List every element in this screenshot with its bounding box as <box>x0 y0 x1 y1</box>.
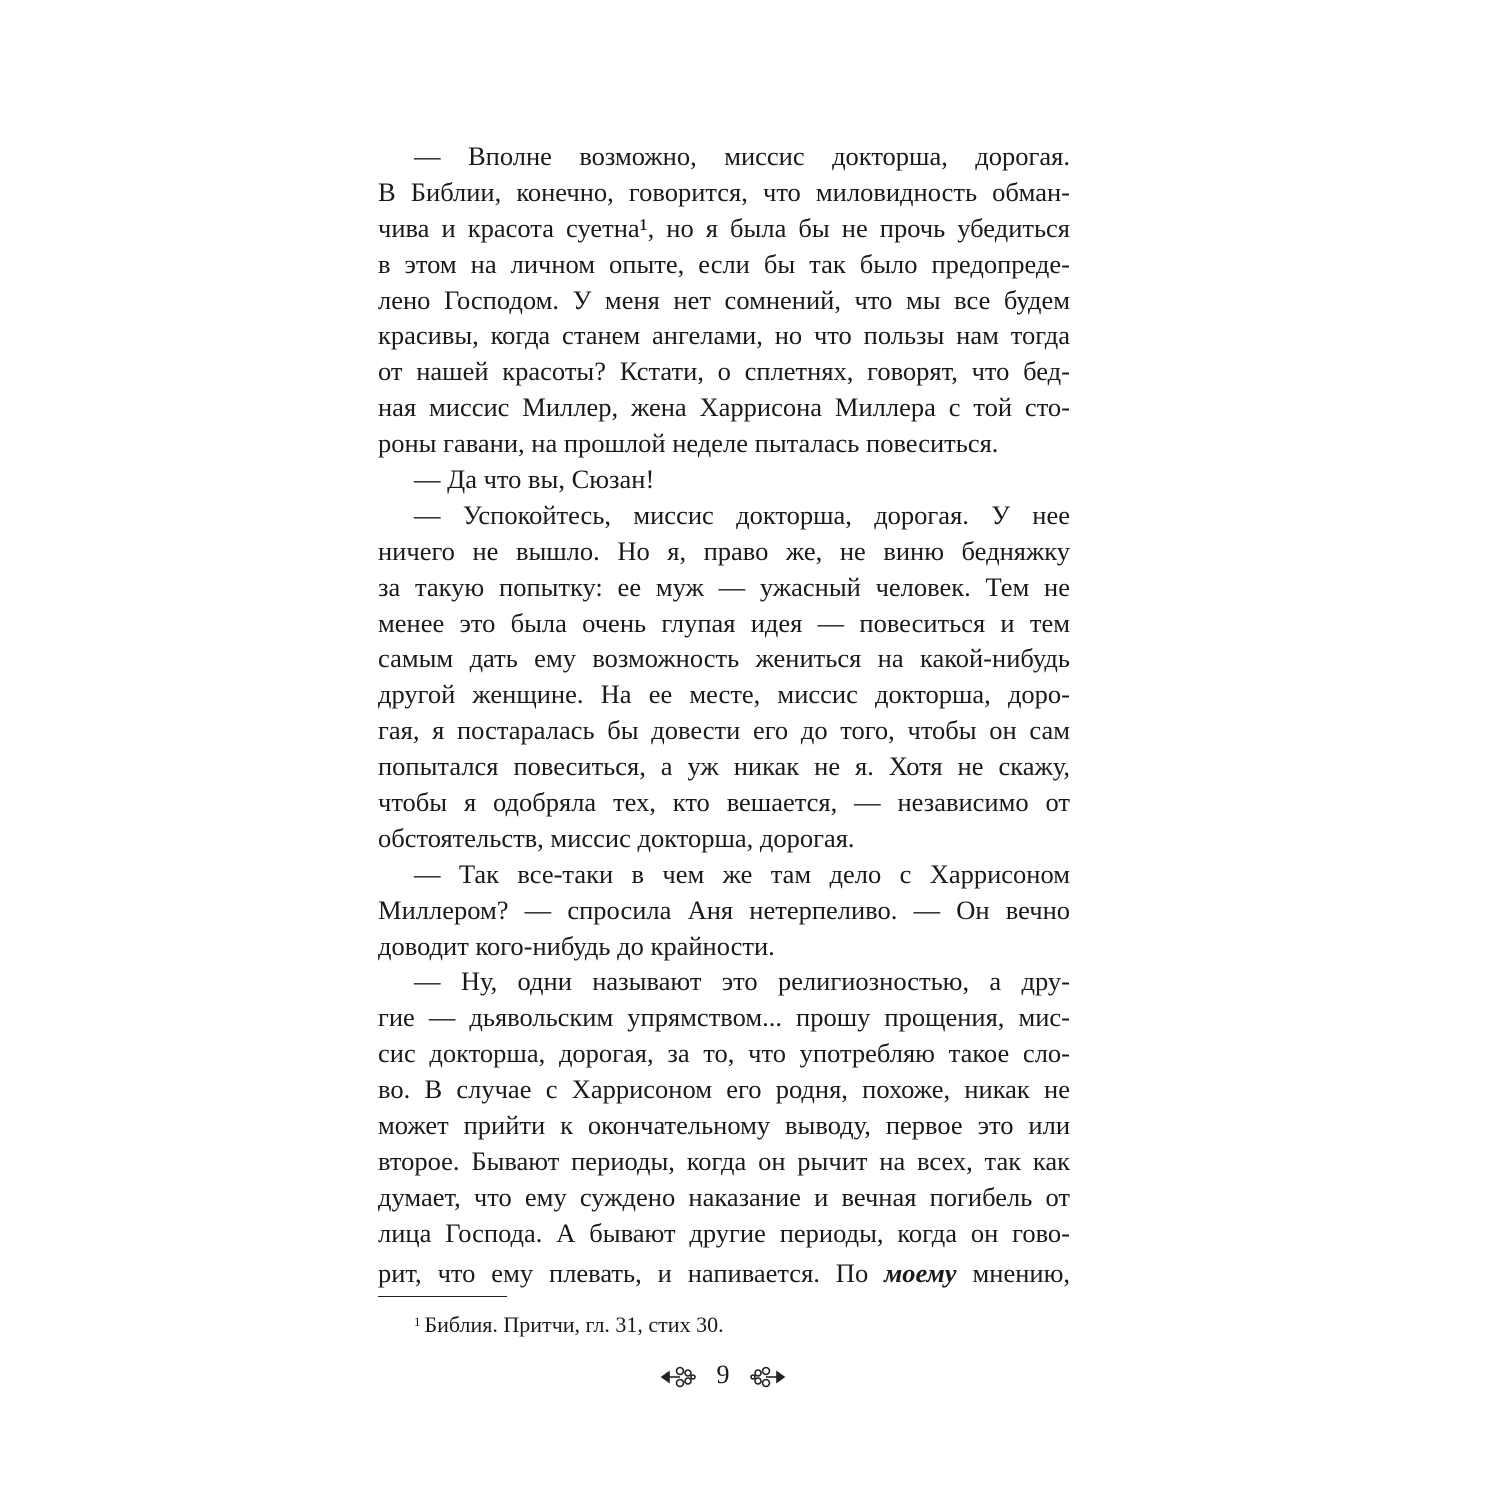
page-number: 9 <box>716 1360 730 1389</box>
text-line: гая, я постаралась бы довести его до того, чтобы он сам <box>378 715 1070 746</box>
text-line: второе. Бывают периоды, когда он рычит на всех, так как <box>378 1145 1070 1176</box>
text-line: — Ну, одни называют это религиозностью, а дру- <box>414 966 1070 997</box>
text-line: чива и красота суетна¹, но я была бы не прочь убедиться <box>378 212 1070 243</box>
text-line: Миллером? — спросила Аня нетерпеливо. — Он вечно <box>378 894 1070 925</box>
text-line: обстоятельств, миссис докторша, дорогая. <box>378 822 855 853</box>
text-line: — Успокойтесь, миссис докторша, дорогая. У нее <box>414 499 1070 530</box>
text-line: гие — дьявольским упрямством... прошу прощения, мис- <box>378 1002 1070 1033</box>
text-line: ная миссис Миллер, жена Харрисона Миллера с той сто- <box>378 392 1070 423</box>
text-line: — Так все-таки в чем же там дело с Харрисоном <box>414 858 1070 889</box>
text-segment: рит, что ему плевать, и напивается. По <box>378 1257 885 1288</box>
page-footer <box>0 1357 1446 1393</box>
text-line: — Да что вы, Сюзан! <box>414 464 655 495</box>
text-line: в этом на личном опыте, если бы так было предопреде- <box>378 248 1070 279</box>
text-line <box>378 1256 1070 1292</box>
body-text <box>378 139 1070 1252</box>
text-line: менее это была очень глупая идея — повеситься и тем <box>378 607 1070 638</box>
text-line: В Библии, конечно, говорится, что миловидность обман- <box>378 176 1070 207</box>
text-line: доводит кого-нибудь до крайности. <box>378 930 775 961</box>
text-line: лица Господа. А бывают другие периоды, когда он гово- <box>378 1217 1070 1248</box>
text-line: чтобы я одобряла тех, кто вешается, — независимо от <box>378 787 1070 818</box>
text-line: может прийти к окончательному выводу, первое это или <box>378 1110 1070 1141</box>
text-line: — Вполне возможно, миссис докторша, дорогая. <box>414 141 1070 171</box>
emphasized-word: моему <box>884 1257 957 1288</box>
footnote-marker: 1 <box>414 1314 421 1329</box>
text-line: лено Господом. У меня нет сомнений, что мы все будем <box>378 284 1070 315</box>
footnote-text: Библия. Притчи, гл. 31, стих 30. <box>424 1312 724 1337</box>
text-line: попытался повеситься, а уж никак не я. Хотя не скажу, <box>378 751 1070 782</box>
text-line: от нашей красоты? Кстати, о сплетнях, говорят, что бед- <box>378 356 1070 387</box>
text-line: роны гавани, на прошлой неделе пыталась повеситься. <box>378 428 999 459</box>
text-line: другой женщине. На ее месте, миссис докторша, доро- <box>378 679 1070 710</box>
text-segment: мнению, <box>956 1257 1070 1288</box>
right-ornament-icon <box>750 1362 786 1392</box>
footnote <box>414 1307 724 1340</box>
text-line: самым дать ему возможность жениться на какой-нибудь <box>378 643 1070 674</box>
left-ornament-icon <box>660 1362 696 1392</box>
text-line: ничего не вышло. Но я, право же, не виню бедняжку <box>378 535 1070 566</box>
text-line: за такую попытку: ее муж — ужасный человек. Тем не <box>378 571 1070 602</box>
text-line: красивы, когда станем ангелами, но что пользы нам тогда <box>378 320 1070 351</box>
text-line: во. В случае с Харрисоном его родня, похоже, никак не <box>378 1074 1070 1105</box>
text-line: думает, что ему суждено наказание и вечная погибель от <box>378 1181 1070 1212</box>
text-line: сис докторша, дорогая, за то, что употребляю такое сло- <box>378 1038 1070 1069</box>
footnote-separator <box>378 1296 507 1297</box>
